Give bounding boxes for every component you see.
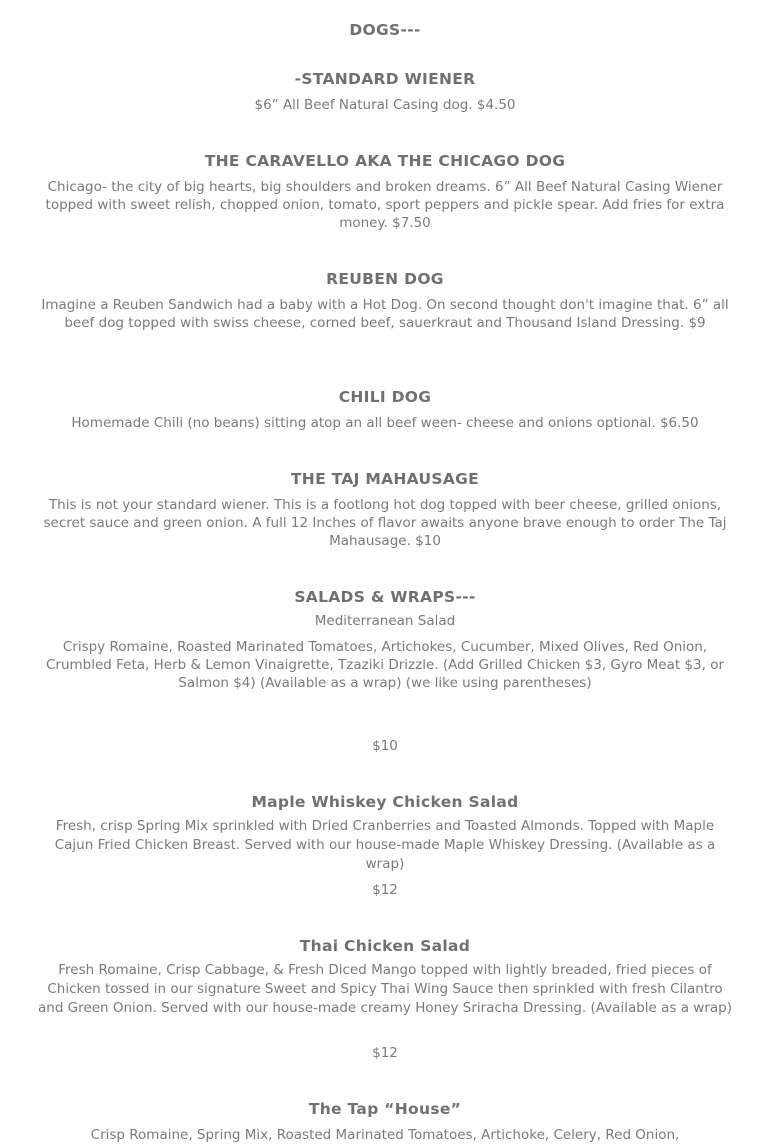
item-title-tap-house: The Tap “House” bbox=[308, 1100, 462, 1118]
section-header-dogs: DOGS--- bbox=[349, 21, 421, 39]
item-title-chili-dog: CHILI DOG bbox=[338, 388, 432, 406]
item-desc-standard-wiener: $6” All Beef Natural Casing dog. $4.50 bbox=[254, 97, 516, 113]
item-title-maple-whiskey-salad: Maple Whiskey Chicken Salad bbox=[251, 793, 519, 811]
item-desc-taj-mahausage: This is not your standard wiener. This is a footlong hot dog topped with beer cheese, grilled onions, secret sauce and green onion. A full 12 Inches of flavor awaits anyone brave enough to order The Taj Mahausage. $10 bbox=[43, 497, 727, 549]
item-price-mediterranean-salad: $10 bbox=[372, 738, 398, 754]
item-desc-chili-dog: Homemade Chili (no beans) sitting atop an all beef ween- cheese and onions optional. $6.50 bbox=[71, 415, 699, 431]
item-price-maple-whiskey-salad: $12 bbox=[372, 882, 398, 898]
item-desc-tap-house: Crisp Romaine, Spring Mix, Roasted Marinated Tomatoes, Artichoke, Celery, Red Onion, bbox=[90, 1127, 680, 1143]
item-desc-caravello: Chicago- the city of big hearts, big shoulders and broken dreams. 6” All Beef Natural Casing Wiener topped with sweet relish, chopped onion, tomato, sport peppers and pickle spear. Add fries for extra money. $7.50 bbox=[45, 179, 725, 231]
item-desc-maple-whiskey-salad: Fresh, crisp Spring Mix sprinkled with Dried Cranberries and Toasted Almonds. Topped with Maple Cajun Fried Chicken Breast. Served with our house-made Maple Whiskey Dressing. (Available as a wrap) bbox=[54, 818, 716, 872]
item-title-standard-wiener: -STANDARD WIENER bbox=[294, 70, 476, 88]
item-desc-mediterranean-salad: Crispy Romaine, Roasted Marinated Tomatoes, Artichokes, Cucumber, Mixed Olives, Red Onion, Crumbled Feta, Herb & Lemon Vinaigrette, Tzaziki Drizzle. (Add Grilled Chicken $3, Gyro Meat $3, or Salmon $4) (Available as a wrap) (we like using parentheses) bbox=[45, 639, 725, 691]
item-title-caravello: THE CARAVELLO AKA THE CHICAGO DOG bbox=[204, 152, 566, 170]
item-title-taj-mahausage: THE TAJ MAHAUSAGE bbox=[290, 470, 480, 488]
item-desc-thai-chicken-salad: Fresh Romaine, Crisp Cabbage, & Fresh Diced Mango topped with lightly breaded, fried pieces of Chicken tossed in our signature Sweet and Spicy Thai Wing Sauce then sprinkled with fresh Cilantro and Green Onion. Served with our house-made creamy Honey Sriracha Dressing. (Available as a wrap) bbox=[37, 962, 733, 1016]
item-desc-reuben-dog: Imagine a Reuben Sandwich had a baby with a Hot Dog. On second thought don't imagine that. 6” all beef dog topped with swiss cheese, corned beef, sauerkraut and Thousand Island Dressing. $9 bbox=[41, 297, 729, 331]
item-title-reuben-dog: REUBEN DOG bbox=[326, 270, 444, 288]
section-header-salads-wraps: SALADS & WRAPS--- bbox=[294, 588, 476, 606]
item-price-thai-chicken-salad: $12 bbox=[372, 1045, 398, 1061]
item-title-mediterranean-salad: Mediterranean Salad bbox=[314, 613, 456, 629]
item-title-thai-chicken-salad: Thai Chicken Salad bbox=[299, 937, 471, 955]
